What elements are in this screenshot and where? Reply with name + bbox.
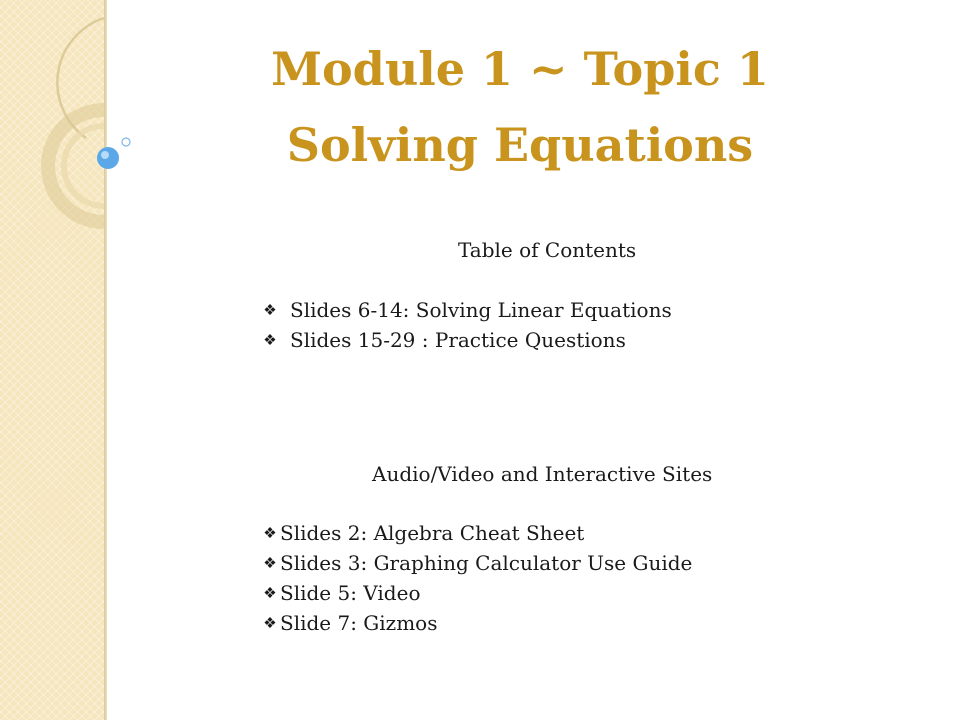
slide-title-line-1: Module 1 ~ Topic 1: [271, 42, 769, 96]
media-item[interactable]: [262, 608, 692, 638]
diamond-bullet-icon: ❖: [263, 331, 277, 349]
media-item[interactable]: [262, 548, 692, 578]
toc-item[interactable]: [262, 295, 672, 325]
diamond-bullet-icon: ❖: [263, 301, 277, 319]
diamond-bullet-icon: ❖: [263, 614, 277, 632]
small-ring-icon: [122, 138, 130, 146]
media-item[interactable]: [262, 578, 692, 608]
toc-list: [262, 295, 672, 355]
media-heading: Audio/Video and Interactive Sites: [372, 462, 713, 486]
media-item-label: Slide 5: Video: [280, 581, 421, 605]
toc-item-label: Slides 6-14: Solving Linear Equations: [290, 298, 672, 322]
slide-title-line-2: Solving Equations: [286, 118, 754, 172]
media-item-label: Slides 2: Algebra Cheat Sheet: [280, 521, 585, 545]
media-list: [262, 518, 692, 638]
media-item[interactable]: [262, 518, 692, 548]
decorative-rings: [0, 0, 160, 260]
toc-item-label: Slides 15-29 : Practice Questions: [290, 328, 626, 352]
diamond-bullet-icon: ❖: [263, 524, 277, 542]
media-item-label: Slide 7: Gizmos: [280, 611, 438, 635]
media-item-label: Slides 3: Graphing Calculator Use Guide: [280, 551, 693, 575]
diamond-bullet-icon: ❖: [263, 584, 277, 602]
toc-heading: Table of Contents: [458, 238, 637, 262]
diamond-bullet-icon: ❖: [263, 554, 277, 572]
toc-item[interactable]: [262, 325, 672, 355]
blue-orb-icon: [97, 147, 119, 169]
